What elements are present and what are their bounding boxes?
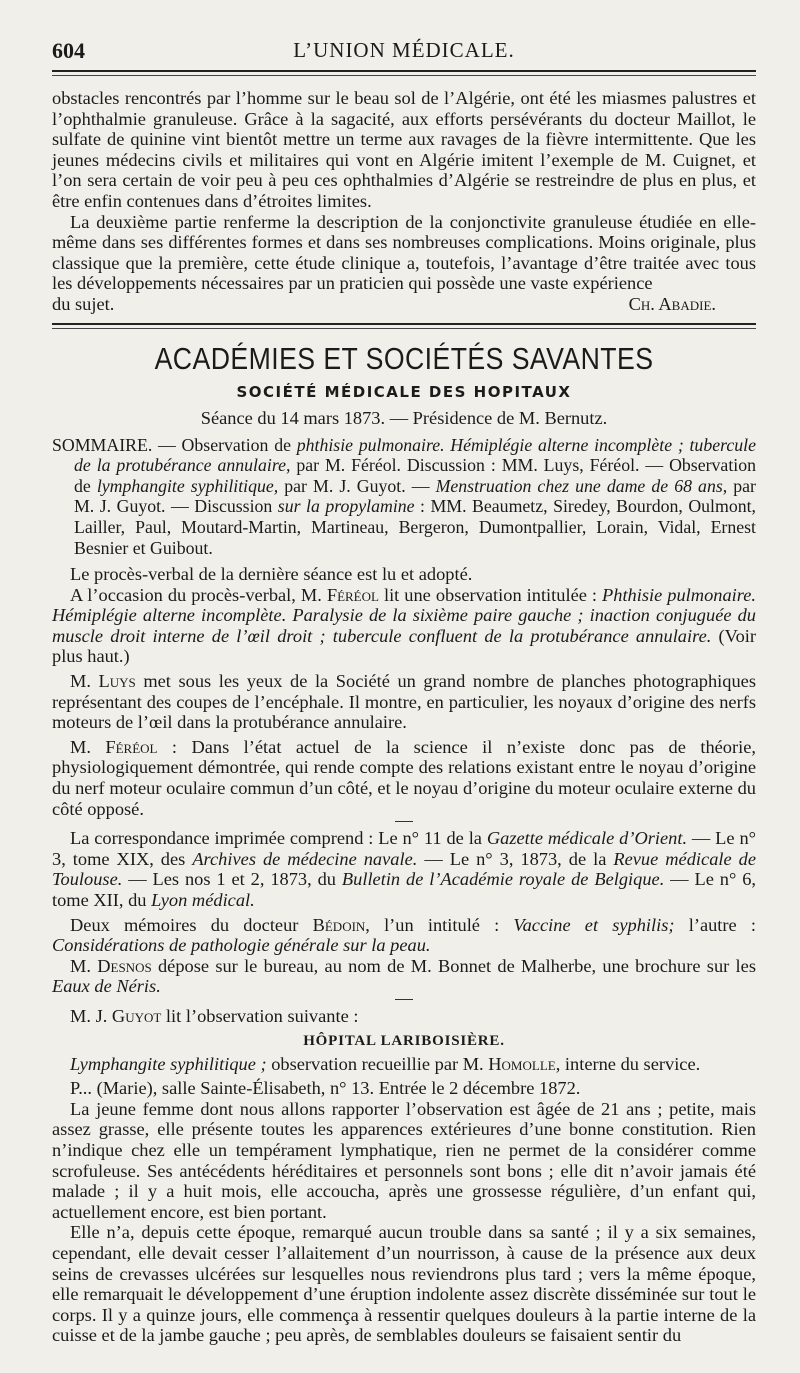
memoir-title: Vaccine et syphilis; <box>513 914 675 935</box>
text: , l’un intitulé : <box>365 914 514 935</box>
running-header <box>52 0 756 62</box>
observation-title: Lymphangite syphilitique ; <box>70 1053 267 1074</box>
summary <box>52 435 756 559</box>
text: observation recueillie par M. <box>266 1053 489 1074</box>
header-rule-thin <box>52 75 756 76</box>
case-paragraph-1: La jeune femme dont nous allons rapporter l’observation est âgée de 21 ans ; petite, mais assez grasse, elle présente toutes les apparences extérieures d’une bonne constitution. Rien n’indique chez elle un tempérament lymphatique, rien ne permet de la considérer comme scrofuleuse. Ses antécédents héréditaires et personnels sont bons ; elle dit n’avoir jamais été malade ; il y a huit mois, elle accoucha, après une grossesse régulière, d’un enfant qui, actuellement encore, est bien portant. <box>52 1098 756 1222</box>
signoff-text: du sujet. <box>52 293 115 314</box>
text: — Les nos 1 et 2, 1873, du <box>122 869 342 890</box>
fereol-observation <box>52 585 756 667</box>
memoir-title: Considérations de pathologie générale sur la peau. <box>52 935 431 956</box>
society-heading: SOCIÉTÉ MÉDICALE DES HOPITAUX <box>236 382 572 401</box>
text: La correspondance imprimée comprend : Le n° 11 de la <box>70 828 487 849</box>
review-signoff <box>52 294 756 315</box>
observation-title: Phthisie pulmonaire. Hémiplégie alterne incomplète. Paralysie de la sixième paire gauche ; inaction conjuguée du muscle droit interne de l’œil droit ; tubercule confluent de la protubérance annulaire. <box>52 584 756 646</box>
summary-text: : MM. Beaumetz, Siredey, Bourdon, Oulmont, Lailler, Paul, Moutard-Martin, Martineau, Bergeron, Dumontpallier, Lorain, Vidal, Ernest Besnier et Guibout. <box>74 496 756 558</box>
journal-ref: Lyon médical. <box>151 890 255 910</box>
header-rule <box>52 70 756 72</box>
summary-text: par M. J. Guyot. — <box>278 475 436 496</box>
summary-text: , par M. J. Guyot. — Discussion <box>74 475 756 517</box>
review-signature: Ch. Abadie. <box>628 293 716 314</box>
text: A l’occasion du procès-verbal, M. <box>70 584 327 605</box>
summary-italic: phthisie pulmonaire. Hémiplégie alterne incomplète ; tubercule de la protubérance annulaire, <box>74 434 756 476</box>
text: met sous les yeux de la Société un grand nombre de planches photographiques représentant des coupes de l’encéphale. Il montre, en particulier, les noyaux d’origine des nerfs moteurs de l’œil dans la protubérance annulaire. <box>52 671 756 733</box>
text: lit une observation intitulée : <box>378 584 603 605</box>
section-rule-thin <box>52 328 756 329</box>
author-name: Luys <box>98 671 136 692</box>
journal-ref: Gazette médicale d’Orient. <box>486 828 688 849</box>
brochure-title: Eaux de Néris. <box>52 976 161 997</box>
page-number: 604 <box>52 38 85 63</box>
summary-italic: lymphangite syphilitique, <box>96 475 279 496</box>
summary-text: par M. Féréol. Discussion : MM. Luys, Féréol. — Observation de <box>74 455 756 496</box>
separator <box>395 999 413 1000</box>
article-body <box>52 88 756 1346</box>
author-name: Féréol <box>105 736 158 757</box>
text: , interne du service. <box>555 1053 701 1074</box>
intro-paragraph-1: obstacles rencontrés par l’homme sur le beau sol de l’Algérie, ont été les miasmes palustres et l’ophthalmie granuleuse. Grâce à la sagacité, aux efforts persévérants du docteur Maillot, le sulfate de quinine vint bientôt mettre un terme aux ravages de la fièvre intermittente. Que les jeunes médecins civils et militaires qui vont en Algérie imitent l’exemple de M. Cuignet, et l’on sera certain de voir peu à peu ces ophthalmies d’Algérie se restreindre de plus en plus, et être enfin contenues dans d’étroites limites. <box>52 88 756 211</box>
patient-line: P... (Marie), salle Sainte-Élisabeth, n° 13. Entrée le 2 décembre 1872. <box>70 1078 581 1099</box>
text: lit l’observation suivante : <box>161 1005 359 1026</box>
luys-paragraph: M. Luys met sous les yeux de la Société un grand nombre de planches photographiques représentant des coupes de l’encéphale. Il montre, en particulier, les noyaux d’origine des nerfs moteurs de l’œil dans la protubérance annulaire. <box>52 671 756 733</box>
seance-line: Séance du 14 mars 1873. — Présidence de M. Bernutz. <box>200 407 608 428</box>
author-name: Bédoin <box>312 914 366 935</box>
summary-text: — Observation de <box>152 434 297 455</box>
text: Deux mémoires du docteur <box>70 914 313 935</box>
guyot-paragraph: M. J. Guyot lit l’observation suivante : <box>70 1005 359 1026</box>
proces-verbal: Le procès-verbal de la dernière séance est lu et adopté. <box>70 564 473 585</box>
observation-heading <box>52 1054 756 1075</box>
text: — Le n° 3, tome XIX, des <box>52 828 756 869</box>
text: — Le n° 3, 1873, de la <box>417 848 614 869</box>
text: (Voir plus haut.) <box>52 625 756 667</box>
journal-title: L’UNION MÉDICALE. <box>293 38 515 62</box>
journal-ref: Bulletin de l’Académie royale de Belgique. <box>341 869 665 890</box>
author-name: Desnos <box>97 955 152 976</box>
summary-italic: Menstruation chez une dame de 68 ans <box>435 475 723 496</box>
summary-italic: sur la propylamine <box>277 496 415 517</box>
case-paragraph-2: Elle n’a, depuis cette époque, remarqué aucun trouble dans sa santé ; il y a six semaines, cependant, elle devait cesser l’allaitement d’un nourrisson, à cause de la présence aux deux seins de crevasses ulcérées sur lesquelles nous reviendrons plus tard ; vers la même époque, elle remarquait le développement d’une éruption indolente assez discrète disséminée sur tout le corps. Il y a quinze jours, elle commença à ressentir quelques douleurs à la partie interne de la cuisse et de la jambe gauche ; peu après, de semblables douleurs se faisaient sentir du <box>52 1222 756 1346</box>
separator <box>395 821 413 822</box>
text: l’autre : <box>674 914 756 935</box>
correspondence-paragraph <box>52 828 756 910</box>
text: — Le n° 6, tome XII, du <box>52 869 756 910</box>
author-name: J. Guyot <box>95 1005 162 1026</box>
bedoin-paragraph <box>52 915 756 956</box>
fereol-paragraph: M. Féréol : Dans l’état actuel de la science il n’existe donc pas de théorie, physiologiquement démontrée, qui rende compte des relations existant entre le noyau d’origine du nerf moteur oculaire commun d’un côté, et le noyau d’origine du moteur oculaire externe du côté opposé. <box>52 736 756 819</box>
author-name: Féréol <box>326 584 379 605</box>
desnos-paragraph: M. Desnos dépose sur le bureau, au nom de M. Bonnet de Malherbe, une brochure sur les Eaux de Néris. <box>52 955 756 997</box>
author-name: Homolle <box>488 1053 556 1074</box>
hospital-heading: HÔPITAL LARIBOISIÈRE. <box>303 1032 505 1049</box>
section-rule <box>52 323 756 325</box>
section-title: ACADÉMIES ET SOCIÉTÉS SAVANTES <box>154 340 654 376</box>
intro-paragraph-2: La deuxième partie renferme la description de la conjonctivite granuleuse étudiée en elle-même dans ses différentes formes et dans ses nombreuses complications. Moins originale, plus classique que la première, cette étude clinique a, toutefois, l’avantage d’être traitée avec tous les développements nécessaires par un praticien qui possède une vaste expérience <box>52 211 756 294</box>
journal-ref: Revue médicale de Toulouse. <box>52 848 756 890</box>
journal-ref: Archives de médecine navale. <box>192 848 418 869</box>
text: dépose sur le bureau, au nom de M. Bonnet de Malherbe, une brochure sur les <box>151 955 756 976</box>
summary-label: SOMMAIRE. <box>52 434 153 455</box>
text: : Dans l’état actuel de la science il n’existe donc pas de théorie, physiologiquement démontrée, qui rende compte des relations existant entre le noyau d’origine du nerf moteur oculaire commun d’un côté, et le noyau d’origine du moteur oculaire externe du côté opposé. <box>52 736 756 819</box>
